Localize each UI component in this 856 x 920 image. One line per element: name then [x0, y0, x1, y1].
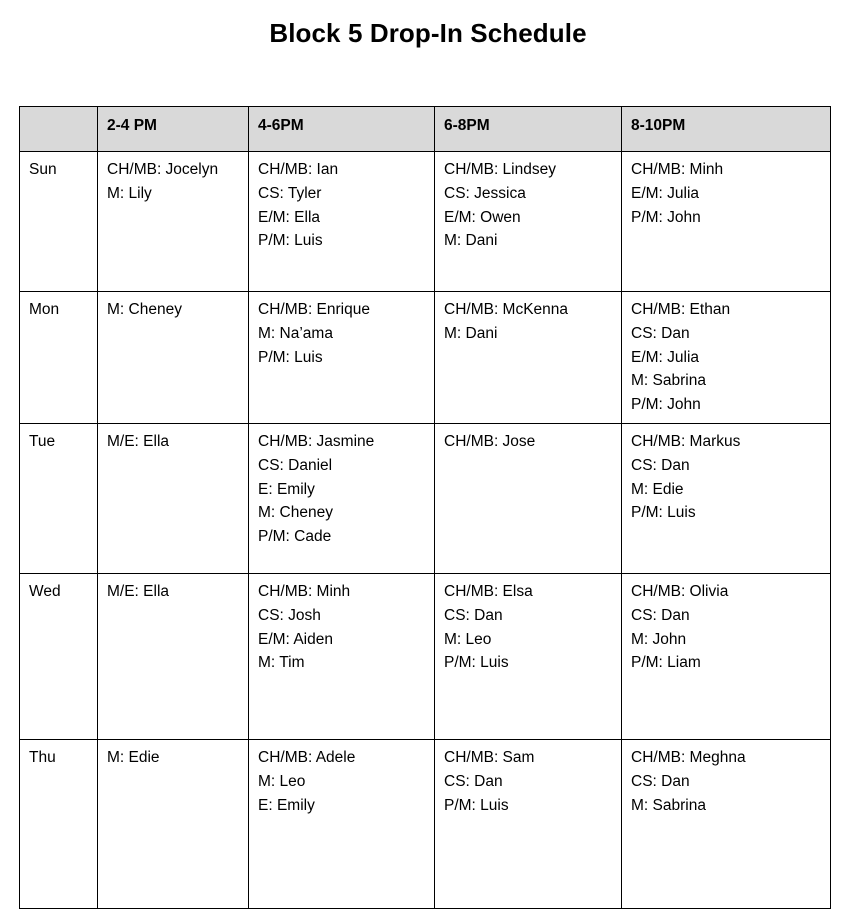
day-label-tue: Tue — [20, 423, 98, 573]
schedule-entry: CS: Jessica — [444, 184, 526, 202]
schedule-table-container — [19, 106, 830, 909]
entry-list — [631, 746, 822, 817]
schedule-entry: CS: Dan — [631, 456, 690, 474]
schedule-cell — [622, 739, 831, 908]
schedule-entry: E/M: Ella — [258, 208, 321, 226]
page-title: Block 5 Drop-In Schedule — [269, 18, 587, 48]
entry-list — [631, 158, 822, 229]
schedule-entry: M: Dani — [444, 324, 498, 342]
entry-list — [631, 430, 822, 525]
entry-list — [444, 158, 613, 253]
entry-list — [444, 746, 613, 817]
schedule-entry: P/M: Luis — [258, 232, 323, 250]
schedule-entry: CS: Tyler — [258, 184, 322, 202]
schedule-entry: E: Emily — [258, 796, 315, 814]
schedule-cell — [98, 573, 249, 739]
table-row — [20, 739, 831, 908]
table-row — [20, 152, 831, 292]
column-header-slot-2: 4-6PM — [249, 107, 435, 152]
table-body — [20, 152, 831, 909]
schedule-entry: M: Sabrina — [631, 796, 706, 814]
table-row — [20, 423, 831, 573]
schedule-cell — [622, 573, 831, 739]
column-header-slot-1: 2-4 PM — [98, 107, 249, 152]
schedule-cell — [622, 152, 831, 292]
day-label-thu: Thu — [20, 739, 98, 908]
schedule-cell — [435, 573, 622, 739]
schedule-cell — [98, 152, 249, 292]
schedule-entry: CH/MB: Jose — [444, 432, 536, 450]
schedule-entry: E: Emily — [258, 480, 315, 498]
entry-list — [107, 430, 240, 454]
schedule-entry: CH/MB: Ethan — [631, 301, 731, 318]
schedule-entry: M: Edie — [107, 748, 160, 766]
schedule-entry: M: Na’ama — [258, 324, 333, 342]
schedule-entry: CH/MB: Elsa — [444, 582, 533, 600]
day-label-wed: Wed — [20, 573, 98, 739]
schedule-cell — [435, 739, 622, 908]
schedule-entry: E/M: Julia — [631, 184, 700, 202]
schedule-entry: CH/MB: Jocelyn — [107, 161, 219, 178]
schedule-cell — [98, 292, 249, 424]
schedule-entry: CH/MB: Adele — [258, 748, 356, 766]
header-corner-cell — [20, 107, 98, 152]
schedule-cell — [98, 423, 249, 573]
schedule-entry: M/E: Ella — [107, 582, 170, 600]
header-row — [20, 107, 831, 152]
schedule-entry: CS: Josh — [258, 606, 321, 624]
schedule-cell — [249, 573, 435, 739]
schedule-entry: E/M: Owen — [444, 208, 521, 226]
schedule-entry: CS: Dan — [631, 606, 690, 624]
schedule-entry: E/M: Aiden — [258, 630, 333, 648]
column-header-slot-4: 8-10PM — [622, 107, 831, 152]
schedule-entry: CS: Dan — [631, 772, 690, 790]
schedule-entry: P/M: Luis — [258, 348, 323, 366]
schedule-cell — [622, 423, 831, 573]
schedule-entry: CH/MB: Sam — [444, 748, 535, 766]
schedule-entry: P/M: John — [631, 396, 701, 414]
schedule-cell — [435, 152, 622, 292]
schedule-entry: M: Lily — [107, 184, 152, 202]
schedule-entry: M: Sabrina — [631, 372, 706, 390]
entry-list — [631, 580, 822, 675]
schedule-entry: P/M: Luis — [444, 654, 509, 672]
entry-list — [444, 298, 613, 346]
table-row — [20, 573, 831, 739]
schedule-entry: M: John — [631, 630, 687, 648]
schedule-entry: P/M: John — [631, 208, 701, 226]
schedule-entry: CH/MB: Enrique — [258, 301, 370, 318]
schedule-entry: P/M: Luis — [444, 796, 509, 814]
schedule-cell — [249, 739, 435, 908]
entry-list — [258, 580, 426, 675]
schedule-entry: CH/MB: Lindsey — [444, 161, 556, 178]
schedule-entry: P/M: Liam — [631, 654, 701, 672]
schedule-entry: P/M: Cade — [258, 528, 332, 546]
schedule-entry: M: Cheney — [258, 504, 333, 522]
schedule-entry: CH/MB: Ian — [258, 161, 339, 178]
entry-list — [107, 580, 240, 604]
schedule-cell — [622, 292, 831, 424]
entry-list — [107, 298, 240, 322]
entry-list — [258, 158, 426, 253]
day-label-sun: Sun — [20, 152, 98, 292]
schedule-cell — [435, 292, 622, 424]
schedule-entry: CH/MB: Olivia — [631, 582, 729, 600]
schedule-entry: M: Leo — [258, 772, 306, 790]
entry-list — [631, 298, 822, 417]
schedule-cell — [98, 739, 249, 908]
day-label-mon: Mon — [20, 292, 98, 424]
entry-list — [444, 430, 613, 454]
entry-list — [107, 158, 240, 206]
schedule-entry: CH/MB: Jasmine — [258, 432, 375, 450]
schedule-entry: CH/MB: Minh — [258, 582, 351, 600]
entry-list — [107, 746, 240, 770]
entry-list — [258, 746, 426, 817]
schedule-table — [19, 106, 831, 909]
schedule-entry: CS: Dan — [444, 606, 503, 624]
schedule-entry: CH/MB: Minh — [631, 161, 724, 178]
schedule-entry: M: Edie — [631, 480, 684, 498]
schedule-entry: M: Tim — [258, 654, 305, 672]
schedule-entry: P/M: Luis — [631, 504, 696, 522]
schedule-cell — [435, 423, 622, 573]
table-row — [20, 292, 831, 424]
schedule-entry: CH/MB: Markus — [631, 432, 741, 450]
entry-list — [258, 430, 426, 549]
schedule-entry: E/M: Julia — [631, 348, 700, 366]
column-header-slot-3: 6-8PM — [435, 107, 622, 152]
schedule-entry: CS: Dan — [631, 324, 690, 342]
schedule-entry: M: Dani — [444, 232, 498, 250]
schedule-entry: M: Leo — [444, 630, 492, 648]
schedule-cell — [249, 292, 435, 424]
schedule-entry: CS: Dan — [444, 772, 503, 790]
schedule-entry: M/E: Ella — [107, 432, 170, 450]
schedule-entry: CS: Daniel — [258, 456, 333, 474]
schedule-entry: CH/MB: McKenna — [444, 301, 569, 318]
schedule-entry: CH/MB: Meghna — [631, 748, 746, 766]
entry-list — [258, 298, 426, 369]
entry-list — [444, 580, 613, 675]
schedule-cell — [249, 152, 435, 292]
schedule-entry: M: Cheney — [107, 301, 182, 318]
table-header — [20, 107, 831, 152]
schedule-cell — [249, 423, 435, 573]
